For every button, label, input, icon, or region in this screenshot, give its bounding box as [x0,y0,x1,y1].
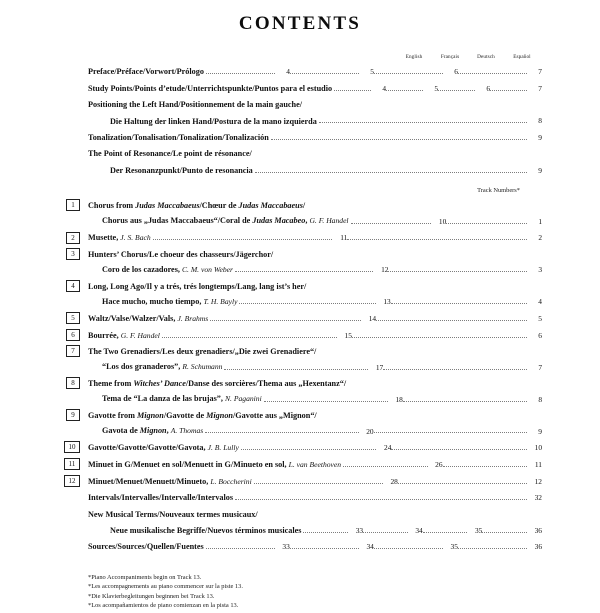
dot-leader [210,319,361,321]
front-matter-entry-row [88,67,542,76]
back-matter-entry-row [88,493,542,502]
page-number-value: 5 [434,83,439,93]
dot-leader [374,431,527,433]
track-entry-continuation [102,362,542,371]
composer-name: J. S. Bach [120,233,151,243]
footnote-line: *Die Klavierbegleitungen beginnen bei Track 13. [88,592,215,600]
page-number-value: 9 [538,165,542,175]
track-title: Hunters’ Chorus/Le choeur des chasseurs/Jägerchor/ [88,249,274,259]
track-number-value: 6 [538,330,542,340]
track-number-value: 10 [534,443,543,453]
front-matter-entry-label: The Point of Resonance/Le point de résonance/ [88,149,252,159]
dot-leader [388,270,527,272]
dot-leader [391,448,527,450]
page-number-value: 24 [384,443,392,453]
back-matter-entry-label: Intervals/Intervalles/Intervalle/Intervalos [88,493,234,503]
language-header-espanol: Español [513,54,531,60]
track-number-box: 6 [66,329,80,341]
dot-leader [423,531,468,533]
page-number-value: 36 [534,525,542,535]
track-number-value: 4 [538,297,542,307]
track-entry [68,459,543,469]
language-header-english: English [405,54,423,60]
dot-leader [206,72,275,74]
page-number-value: 17 [375,362,384,372]
footnote-line: *Les accompagnements au piano commencer sur la piste 13. [88,583,243,591]
dot-leader [206,547,275,549]
track-title: Theme from Witches’ Dance/Danse des sorcières/Thema aus „Hexentanz“/ [88,379,347,389]
dot-leader [376,319,527,321]
front-matter-entry-row [88,149,542,158]
composer-name: R. Schumann [182,362,223,372]
track-number-box: 12 [64,475,80,487]
page-number-value: 12 [381,265,389,275]
track-number-value: 7 [538,362,543,372]
track-title-continued: Chorus aus „Judas Maccabaeus“/Coral de Judas Macabeo, G. F. Handel [102,216,349,226]
track-number-box: 2 [66,232,80,244]
track-number-value: 11 [534,460,543,469]
page-number-value: 8 [538,116,542,126]
front-matter-entry-row [110,117,542,126]
track-entry [71,281,542,291]
back-matter-entry-label: Neue musikalische Begriffe/Nuevos términos musicales [110,526,302,536]
composer-name: N. Paganini [224,394,262,404]
page-number-value: 4 [382,83,387,93]
composer-name: L. Boccherini [210,476,252,486]
track-entry [71,330,542,340]
track-list-section [68,201,543,486]
page-number-value: 5 [370,67,374,77]
page-number-value: 6 [454,67,458,77]
footnote-line: *Piano Accompaniments begin on Track 13. [88,574,202,581]
track-title-continued: Gavota de Mignon, A. Thomas [102,426,204,436]
dot-leader [374,72,443,74]
dot-leader [363,531,408,533]
page-number-value: 18 [395,394,403,404]
track-entry-continuation [102,297,542,306]
dot-leader [271,138,527,140]
dot-leader [224,368,368,370]
track-number-box: 4 [66,280,80,292]
dot-leader [458,72,527,74]
front-matter-entry-label: Tonalization/Tonalisation/Tonalization/Tonalización [88,133,269,143]
front-matter-entry-row [110,166,542,175]
dot-leader [482,531,527,533]
track-entry [71,249,542,259]
page-number-value: 7 [538,83,542,93]
dot-leader [446,222,527,224]
page-number-value: 34 [415,525,423,535]
track-entry [71,379,542,389]
dot-leader [403,400,527,402]
page-number-value: 26 [435,460,443,469]
front-matter-entry-label: Positioning the Left Hand/Positionnement de la main gauche/ [88,100,303,110]
track-entry-continuation [102,216,542,225]
track-number-box: 10 [64,441,80,453]
track-number-box: 9 [66,409,80,421]
language-column-headers [88,51,542,60]
back-matter-entry-row [110,526,542,535]
track-title-continued: Coro de los cazadores, C. M. von Weber [102,265,233,275]
page-number-value: 11 [340,233,348,243]
page-number-value: 13 [383,297,391,307]
back-matter-entry-row [88,542,542,551]
composer-name: J. Brahms [177,313,209,323]
track-number-box: 8 [66,377,80,389]
composer-name: C. M. von Weber [181,265,233,275]
dot-leader [162,336,337,338]
dot-leader [374,547,443,549]
track-number-value: 1 [538,216,543,226]
page-number-value: 33 [282,542,290,552]
page-number-value: 7 [538,67,542,77]
track-numbers-label: Track Numbers* [477,186,520,194]
track-entry [68,443,543,453]
dot-leader [264,400,388,402]
footnotes [88,573,243,611]
page-number-value: 35 [450,542,458,552]
dot-leader [490,89,527,91]
track-title-continued: Hace mucho, mucho tiempo, T. H. Bayly [102,297,238,307]
dot-leader [239,302,375,304]
page-number-value: 15 [344,330,352,340]
track-title: Chorus from Judas Maccabaeus/Chœur de Judas Maccabaeus/ [88,201,306,211]
dot-leader [443,465,527,467]
dot-leader [391,302,527,304]
page-number-value: 36 [534,542,543,552]
track-number-value: 8 [538,394,543,404]
track-title: The Two Grenadiers/Les deux grenadiers/„Die zwei Grenadiere“/ [88,347,317,357]
composer-name: A. Thomas [170,426,204,436]
dot-leader [343,465,427,467]
track-entry-continuation [102,394,542,403]
page-number-value: 33 [355,525,364,535]
front-matter-entry-row [88,84,542,93]
track-number-box: 11 [64,458,80,470]
language-header-deutsch: Deutsch [477,54,495,60]
track-title-continued: “Los dos granaderos”, R. Schumann [102,362,223,372]
track-number-box: 5 [66,312,80,324]
dot-leader [398,482,527,484]
dot-leader [334,89,371,91]
back-matter-entry-label: New Musical Terms/Nouveaux termes musicaux/ [88,509,258,519]
composer-name: T. H. Bayly [203,297,238,307]
page-number-value: 14 [368,313,377,323]
composer-name: G. F. Handel [120,330,160,340]
track-entry [68,476,542,486]
page-number-value: 28 [390,476,398,486]
composer-name: L. van Beethoven [288,459,342,469]
track-title: Gavotte/Gavotte/Gavotte/Gavota, J. B. Lully [88,443,239,453]
dot-leader [438,89,475,91]
page-number-value: 6 [486,83,491,93]
page-number-value: 4 [286,67,290,77]
page-number-value: 9 [538,132,542,142]
track-number-value: 3 [538,265,543,275]
track-title-continued: Tema de “La danza de las brujas”, N. Paganini [102,394,262,404]
track-title: Musette, J. S. Bach [88,233,151,243]
track-title: Gavotte from Mignon/Gavotte de Mignon/Gavotte aus „Mignon“/ [88,411,317,421]
track-title: Waltz/Valse/Walzer/Vals, J. Brahms [88,313,209,323]
dot-leader [303,531,348,533]
track-entry [71,201,542,211]
page-number-value: 10 [438,216,447,226]
front-matter-entry-label: Die Haltung der linken Hand/Postura de la mano izquierda [110,116,317,126]
dot-leader [383,368,527,370]
dot-leader [153,238,333,240]
track-entry-continuation [102,426,542,435]
track-entry-continuation [102,265,542,274]
composer-name: J. B. Lully [207,443,239,453]
back-matter-section [88,493,542,551]
page-number-value: 34 [366,542,374,552]
track-number-value: 2 [538,233,543,243]
page-number-value: 35 [474,525,483,535]
front-matter-entry-row [88,133,542,142]
track-entry [71,411,542,421]
dot-leader [290,72,359,74]
dot-leader [235,498,527,500]
track-number-box: 1 [66,199,80,211]
contents-page [0,13,600,613]
back-matter-entry-row [88,510,542,519]
track-number-value: 9 [538,426,542,436]
track-title: Minuet/Menuet/Menuett/Minueto, L. Boccherini [88,476,252,486]
page-number-value: 20 [366,426,374,436]
track-entry [71,313,542,323]
page-title: CONTENTS [238,13,362,34]
dot-leader [386,89,423,91]
front-matter-entry-row [88,100,542,109]
composer-name: G. F. Handel [309,216,349,226]
track-number-box: 3 [66,248,80,260]
contents-body [68,51,543,552]
dot-leader [290,547,359,549]
track-number-value: 5 [538,313,542,323]
dot-leader [458,547,527,549]
track-number-box: 7 [66,345,80,357]
track-title: Bourrée, G. F. Handel [88,330,160,340]
dot-leader [352,336,527,338]
dot-leader [205,431,358,433]
dot-leader [241,448,377,450]
track-number-value: 12 [534,476,542,486]
front-matter-section [88,67,542,174]
page-number-value: 32 [534,493,542,503]
dot-leader [347,238,527,240]
track-entry [71,233,543,243]
dot-leader [319,121,527,123]
front-matter-entry-label: Der Resonanzpunkt/Punto de resonancia [110,165,253,175]
dot-leader [235,270,374,272]
dot-leader [255,171,527,173]
track-entry [71,347,542,357]
front-matter-entry-label: Study Points/Points d’etude/Unterrichtspunkte/Puntos para el estudio [88,83,333,93]
track-title: Long, Long Ago/Il y a trés, trés longtemps/Lang, lang ist’s her/ [88,281,307,291]
dot-leader [351,222,432,224]
track-title: Minuet in G/Menuet en sol/Menuett in G/Minueto en sol, L. van Beethoven [88,459,342,469]
back-matter-entry-label: Sources/Sources/Quellen/Fuentes [88,542,204,552]
front-matter-entry-label: Preface/Préface/Vorwort/Prólogo [88,67,204,77]
footnote-line: *Los acompañamientos de piano comienzan en la pista 13. [88,602,239,610]
language-header-francais: Français [440,54,460,60]
dot-leader [254,482,383,484]
